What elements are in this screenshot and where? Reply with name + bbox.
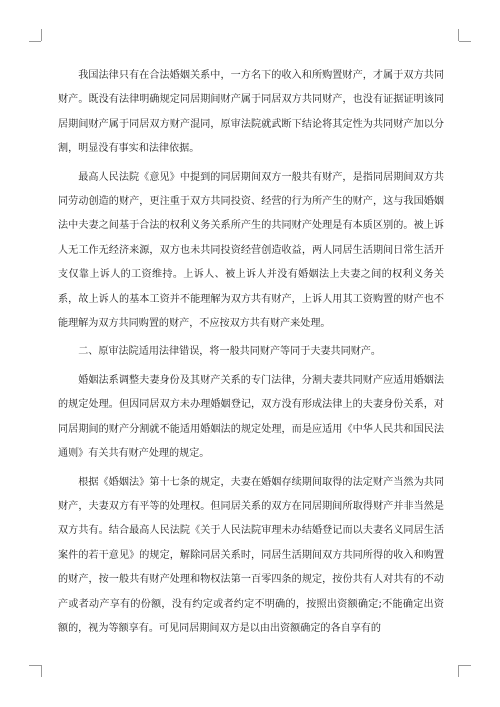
crop-mark-bottom-left-horizontal bbox=[29, 665, 41, 666]
crop-mark-top-left-vertical bbox=[41, 29, 42, 41]
section-heading: 二、原审法院适用法律错误，将一般共同财产等同于夫妻共同财产。 bbox=[78, 346, 381, 358]
paragraph-2: 最高人民法院《意见》中提到的同居期间双方一般共有财产，是指同居期间双方共同劳动创造的财产，更注重于双方共同投资、经营的行为所产生的财产，这与我国婚姻法中夫妻之间基于合法的权利义务关系所产生的共同财产处理是有本质区别的。被上诉人无工作无经济来源，双方也未共同投资经营创造收益，两人同居生活期间日常生活开支仅靠上诉人的工资维持。上诉人、被上诉人并没有婚姻法上夫妻之间的权利义务关系，故上诉人的基本工资并不能理解为双方共有财产，上诉人用其工资购置的财产也不能理解为双方共同购置的财产，不应按双方共有财产来处理。 bbox=[58, 171, 444, 330]
paragraph-4: 根据《婚姻法》第十七条的规定，夫妻在婚姻存续期间取得的法定财产当然为共同财产，夫妻双方有平等的处理权。但同居关系的双方在同居期间所取得财产并非当然是双方共有。结合最高人民法院《关于人民法院审理未办结婚登记而以夫妻名义同居生活案件的若干意见》的规定，解除同居关系时，同居生活期间双方共同所得的收入和购置的财产，按一般共有财产处理和物权法第一百零四条的规定，按份共有人对共有的不动产或者动产享有的份额，没有约定或者约定不明确的，按照出资额确定;不能确定出资额的，视为等额享有。可见同居期间双方是以由出资额确定的各自享有的 bbox=[58, 476, 444, 634]
crop-mark-bottom-right-vertical bbox=[458, 665, 459, 677]
crop-mark-top-right-vertical bbox=[458, 29, 459, 41]
paragraph-1: 我国法律只有在合法婚姻关系中，一方名下的收入和所购置财产，才属于双方共同财产。既没有法律明确规定同居期间财产属于同居双方共同财产，也没有证据证明该同居期间财产属于同居双方财产混同，原审法院就武断下结论将其定性为共同财产加以分割，明显没有事实和法律依据。 bbox=[58, 70, 444, 155]
crop-mark-top-left-horizontal bbox=[29, 41, 41, 42]
crop-mark-top-right-horizontal bbox=[459, 41, 471, 42]
crop-mark-bottom-left-vertical bbox=[41, 665, 42, 677]
crop-mark-bottom-right-horizontal bbox=[459, 665, 471, 666]
paragraph-3: 婚姻法系调整夫妻身份及其财产关系的专门法律，分割夫妻共同财产应适用婚姻法的规定处理。但因同居双方未办理婚姻登记，双方没有形成法律上的夫妻身份关系，对同居期间的财产分割就不能适用婚姻法的规定处理，而是应适用《中华人民共和国民法通则》有关共有财产处理的规定。 bbox=[58, 374, 444, 460]
document-body bbox=[58, 64, 444, 641]
